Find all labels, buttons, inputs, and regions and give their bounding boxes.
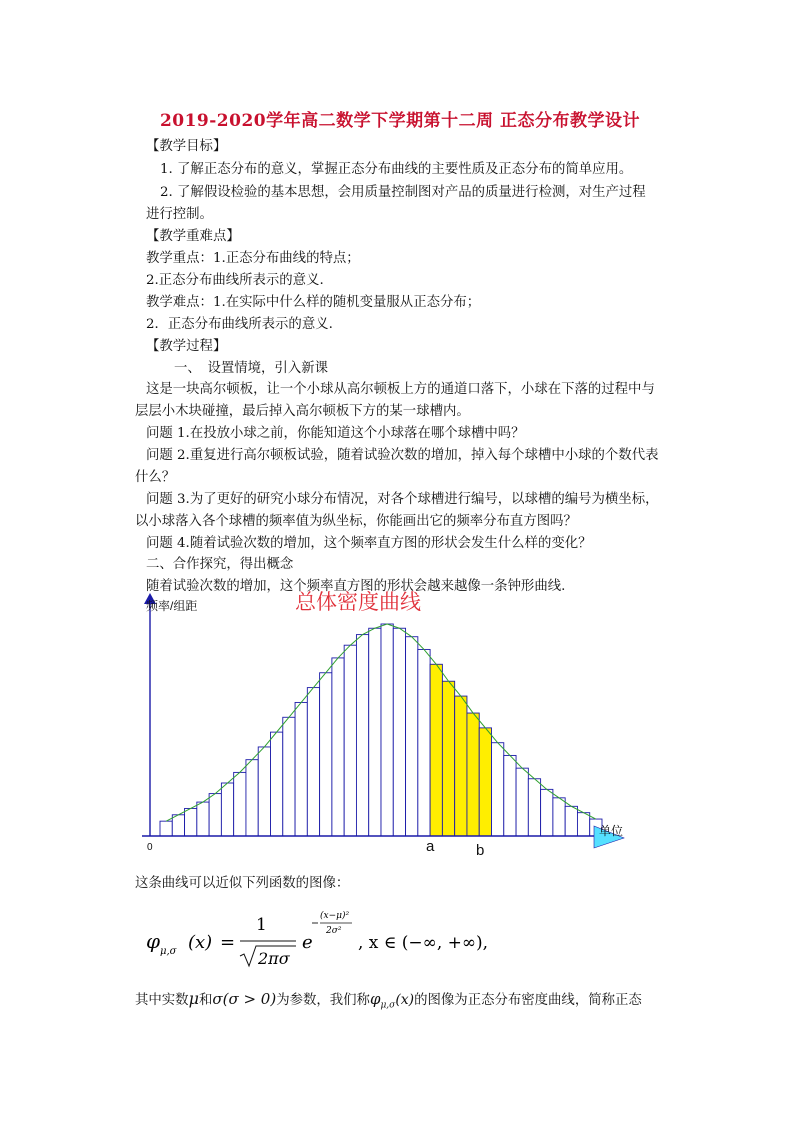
histogram-bar	[504, 755, 516, 836]
histogram-bar	[516, 768, 528, 836]
histogram-bar	[553, 798, 565, 836]
histogram-bar	[344, 645, 356, 836]
paragraph: 随着试验次数的增加，这个频率直方图的形状会越来越像一条钟形曲线.	[146, 579, 566, 594]
histogram-bar-shaded	[455, 696, 467, 836]
histogram-bar	[197, 802, 209, 836]
formula-intro: 这条曲线可以近似下列函数的图像：	[135, 876, 350, 891]
histogram-bar	[160, 821, 172, 836]
histogram-bar	[332, 658, 344, 836]
histogram-bar	[528, 779, 540, 836]
histogram-bar	[258, 747, 270, 836]
histogram-bar	[565, 806, 577, 836]
histogram-bar	[369, 628, 381, 836]
section-heading-process: 【教学过程】	[146, 339, 227, 354]
paragraph: 问题 1.在投放小球之前，你能知道这个小球落在哪个球槽中吗？	[146, 426, 525, 441]
y-axis-label: 频率/组距	[146, 599, 198, 613]
paragraph: 2．正态分布曲线所表示的意义.	[146, 317, 333, 332]
paragraph: 教学难点：1.在实际中什么样的随机变量服从正态分布；	[146, 295, 481, 310]
text: 和	[198, 993, 213, 1008]
paragraph: 以小球落入各个球槽的频率值为纵坐标，你能画出它的频率分布直方图吗？	[135, 514, 577, 529]
histogram-bar	[406, 637, 418, 836]
paragraph: 2.正态分布曲线所表示的意义.	[146, 273, 324, 288]
chart-title: 总体密度曲线	[295, 590, 421, 614]
paragraph: 2. 了解假设检验的基本思想，会用质量控制图对产品的质量进行检测，对生产过程	[160, 185, 646, 200]
shade-end-label: b	[476, 842, 485, 859]
histogram-bar	[492, 743, 504, 836]
histogram-bar-shaded	[442, 681, 454, 836]
paragraph: 1. 了解正态分布的意义，掌握正态分布曲线的主要性质及正态分布的简单应用。	[160, 162, 633, 177]
formula-phi: φ	[146, 929, 161, 953]
histogram-bar	[271, 732, 283, 836]
paragraph: 问题 2.重复进行高尔顿板试验，随着试验次数的增加，掉入每个球槽中小球的个数代表	[146, 448, 659, 463]
origin-label: 0	[147, 842, 153, 853]
histogram-bar	[381, 624, 393, 836]
histogram-bars	[160, 624, 602, 836]
histogram-bar-shaded	[430, 664, 442, 836]
section-heading-goals: 【教学目标】	[146, 139, 227, 154]
formula-e: e	[302, 932, 313, 953]
histogram-bar	[418, 649, 430, 836]
subheading: 一、 设置情境，引入新课	[174, 361, 328, 376]
text: 的图像为正态分布密度曲线，简称正态	[414, 993, 642, 1008]
formula-numerator: 1	[256, 915, 267, 935]
text: 其中实数	[135, 993, 189, 1008]
histogram-bar	[234, 772, 246, 836]
x-axis-label: 单位	[599, 824, 624, 838]
section-heading-key-points: 【教学重难点】	[146, 229, 240, 244]
histogram-bar-shaded	[479, 728, 491, 836]
formula-exp-numerator: (x−μ)²	[320, 911, 350, 921]
page-title: 2019-2020学年高二数学下学期第十二周 正态分布教学设计	[159, 111, 641, 131]
formula-denominator: 2πσ	[258, 949, 290, 968]
phi-subscript: μ,σ	[380, 1000, 396, 1011]
normal-distribution-histogram	[130, 590, 630, 860]
formula-arg: (x)	[188, 932, 213, 953]
histogram-bar	[172, 815, 184, 836]
normal-density-formula	[146, 908, 586, 970]
mu-symbol: μ	[188, 989, 199, 1008]
definition-sentence	[135, 989, 642, 1011]
phi-argument: (x)	[395, 992, 415, 1008]
sigma-condition: σ(σ > 0)	[212, 990, 277, 1008]
histogram-bar	[393, 628, 405, 836]
paragraph: 教学重点：1.正态分布曲线的特点；	[146, 251, 360, 266]
paragraph: 层层小木块碰撞，最后掉入高尔顿板下方的某一球槽内。	[135, 404, 470, 419]
formula-phi-sub: μ,σ	[160, 946, 177, 957]
histogram-bar	[356, 635, 368, 836]
histogram-bar	[209, 794, 221, 836]
paragraph: 问题 4.随着试验次数的增加，这个频率直方图的形状会发生什么样的变化？	[146, 536, 592, 551]
formula-equals: =	[220, 932, 236, 953]
histogram-bar	[307, 688, 319, 836]
histogram-bar	[541, 789, 553, 836]
paragraph: 什么？	[135, 470, 176, 485]
histogram-bar	[295, 702, 307, 836]
shade-start-label: a	[426, 838, 435, 855]
histogram-bar	[185, 808, 197, 836]
formula-domain: , x ∈ (−∞, +∞),	[358, 933, 489, 953]
paragraph: 这是一块高尔顿板，让一个小球从高尔顿板上方的通道口落下，小球在下落的过程中与	[146, 382, 655, 397]
formula-exp-denominator: 2σ²	[326, 926, 342, 936]
histogram-bar	[221, 783, 233, 836]
histogram-bar	[246, 760, 258, 836]
subheading: 二、合作探究，得出概念	[146, 557, 294, 572]
phi-symbol: φ	[369, 990, 381, 1008]
histogram-bar	[283, 717, 295, 836]
histogram-bar-shaded	[467, 713, 479, 836]
histogram-bar	[577, 813, 589, 836]
histogram-bar	[320, 673, 332, 836]
paragraph: 问题 3.为了更好的研究小球分布情况，对各个球槽进行编号，以球槽的编号为横坐标，	[146, 492, 659, 507]
text: 为参数，我们称	[276, 993, 370, 1008]
paragraph: 进行控制。	[146, 207, 213, 222]
